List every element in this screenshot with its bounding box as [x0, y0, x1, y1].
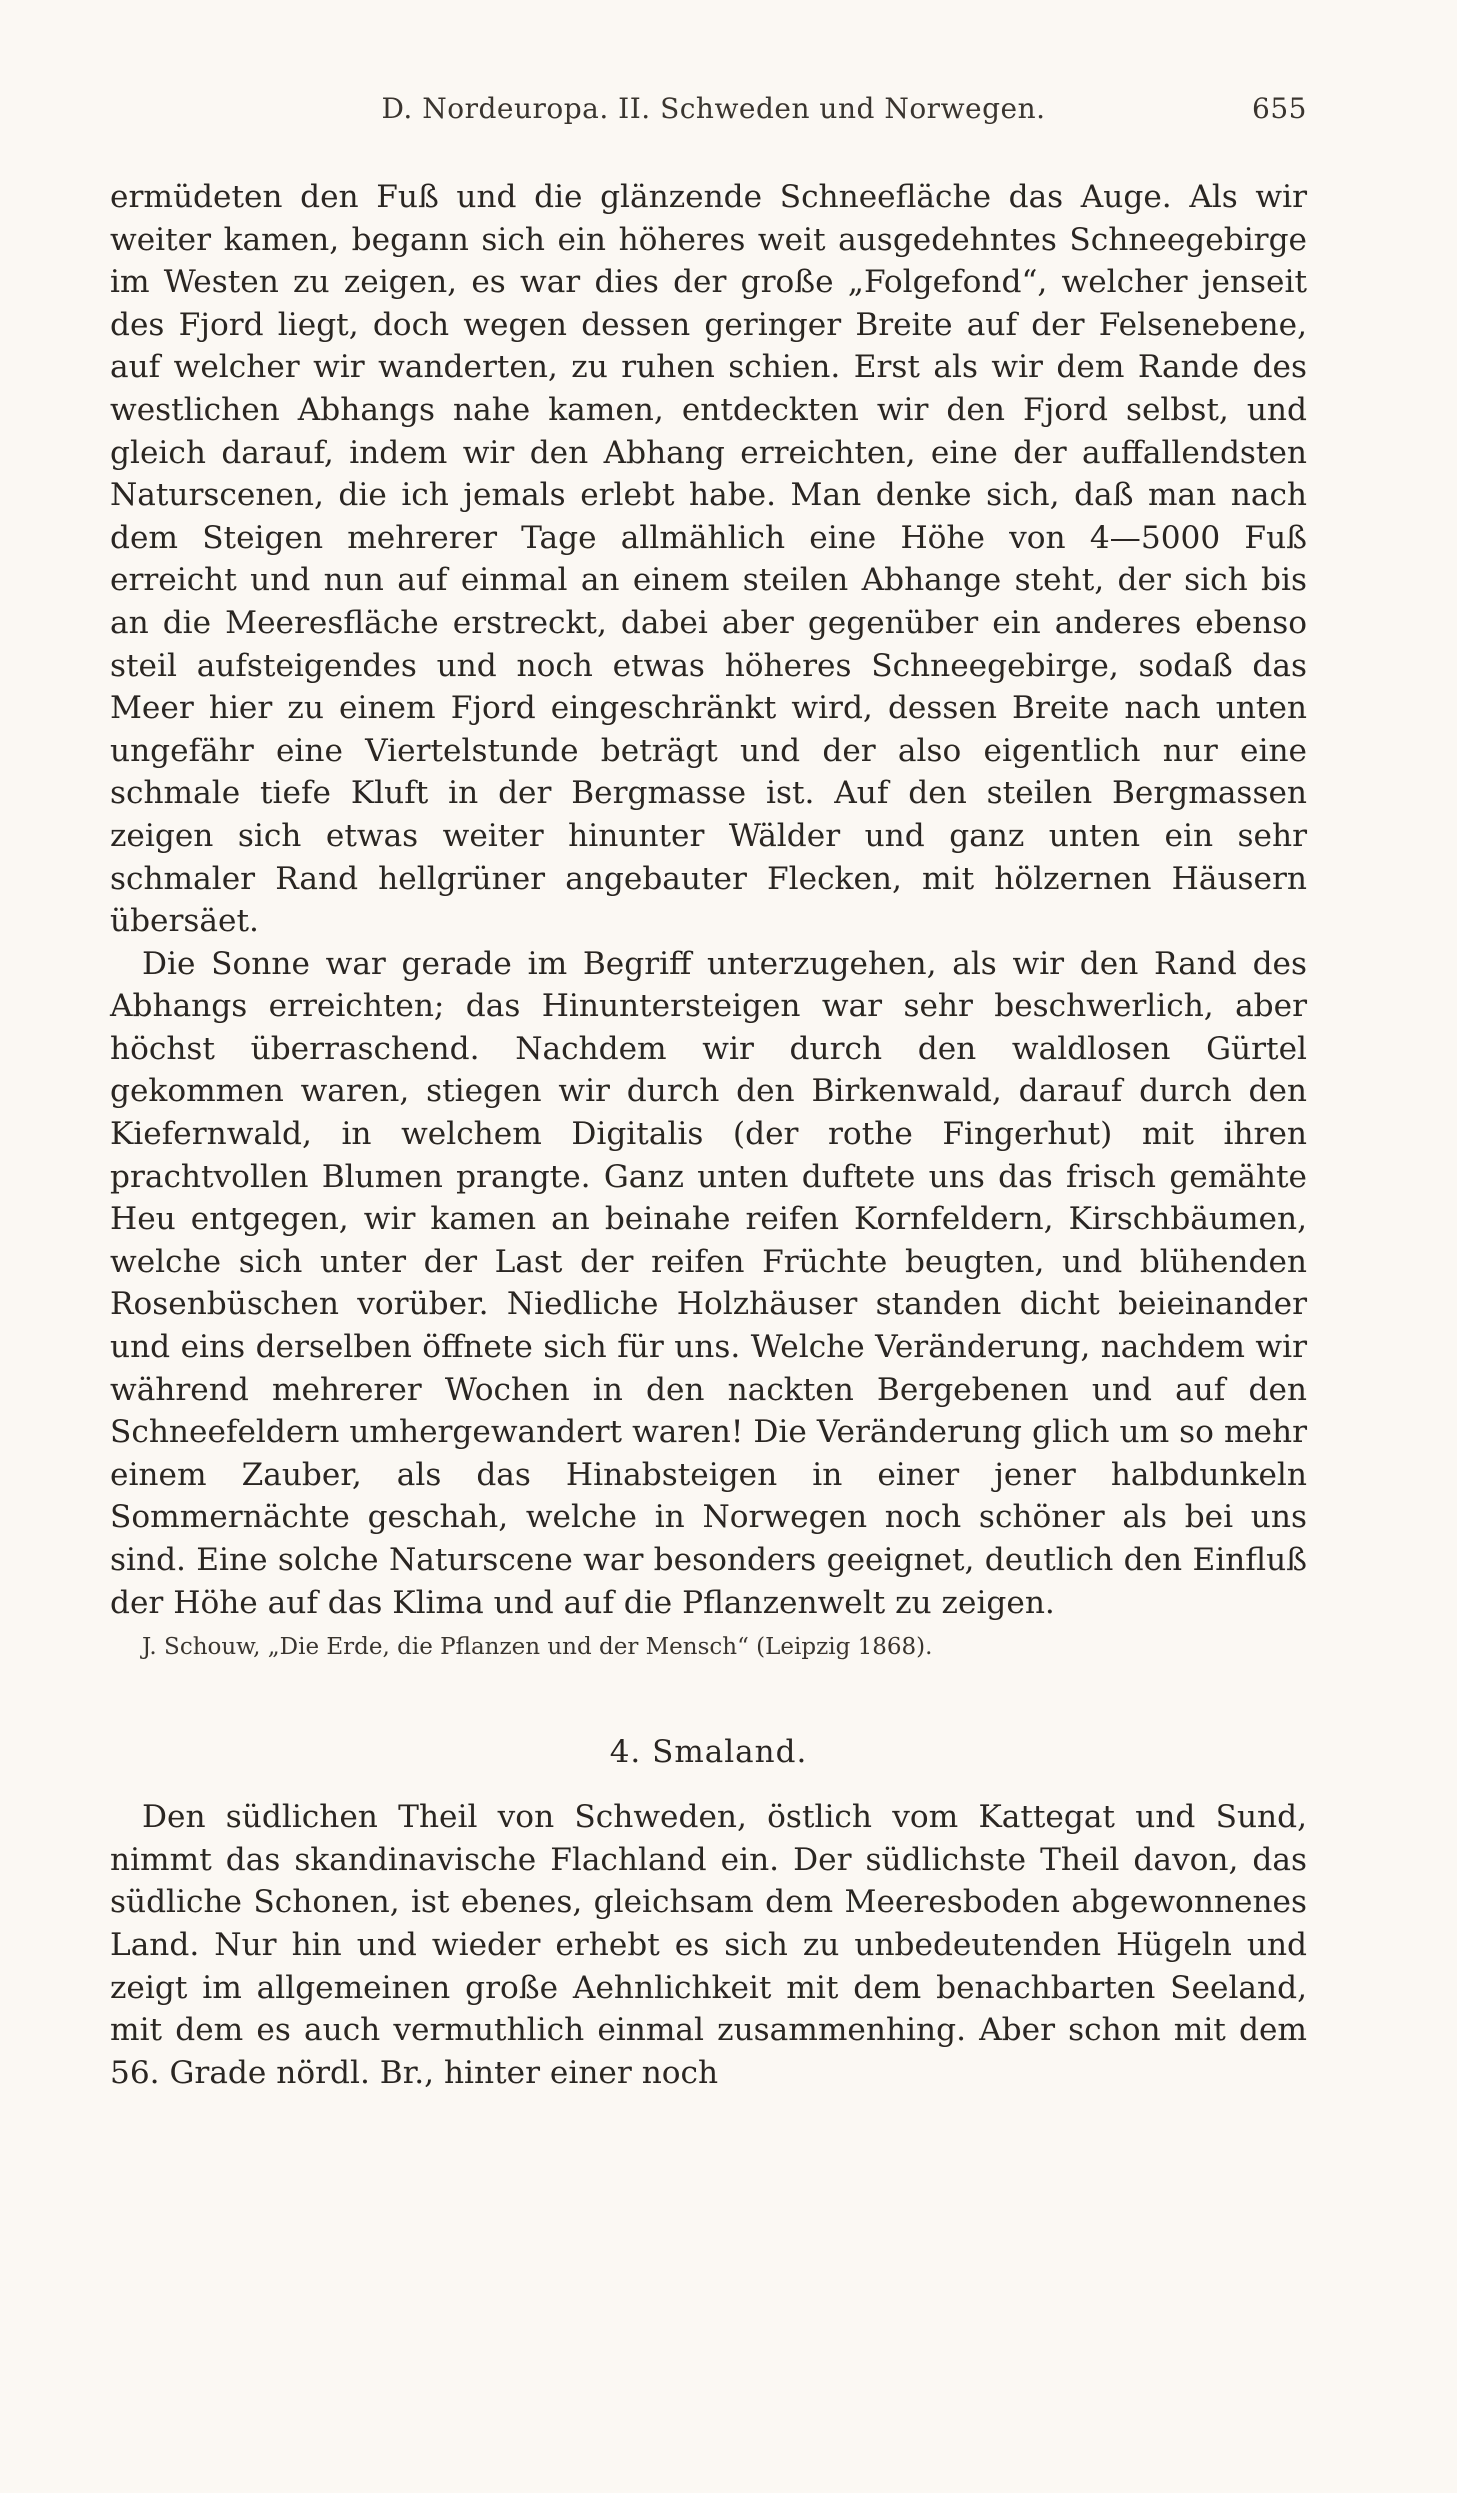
- section-body: [110, 1796, 1307, 2094]
- passage-body: [110, 176, 1307, 1624]
- section-paragraph: Den südlichen Theil von Schweden, östlich vom Kattegat und Sund, nimmt das skandinavische Flachland ein. Der südlichste Theil davon, das südliche Schonen, ist ebenes, gleichsam dem Meeresboden abgewonnenes Land. Nur hin und wieder erhebt es sich zu unbedeutenden Hügeln und zeigt im allgemeinen große Aehnlichkeit mit dem benachbarten Seeland, mit dem es auch vermuthlich einmal zusammenhing. Aber schon mit dem 56. Grade nördl. Br., hinter einer noch: [110, 1799, 1307, 2091]
- source-citation: J. Schouw, „Die Erde, die Pflanzen und der Mensch“ (Leipzig 1868).: [142, 1634, 933, 1661]
- page-number: 655: [1252, 92, 1307, 125]
- section-heading: 4. Smaland.: [609, 1734, 808, 1771]
- passage-paragraph: ermüdeten den Fuß und die glänzende Schneefläche das Auge. Als wir weiter kamen, begann sich ein höheres weit ausgedehntes Schneegebirge im Westen zu zeigen, es war dies der große „Folgefond“, welcher jenseit des Fjord liegt, doch wegen dessen geringer Breite auf der Felsenebene, auf welcher wir wanderten, zu ruhen schien. Erst als wir dem Rande des westlichen Abhangs nahe kamen, entdeckten wir den Fjord selbst, und gleich darauf, indem wir den Abhang erreichten, eine der auffallendsten Naturscenen, die ich jemals erlebt habe. Man denke sich, daß man nach dem Steigen mehrerer Tage allmählich eine Höhe von 4—5000 Fuß erreicht und nun auf einmal an einem steilen Abhange steht, der sich bis an die Meeresfläche erstreckt, dabei aber gegenüber ein anderes ebenso steil aufsteigendes und noch etwas höheres Schneegebirge, sodaß das Meer hier zu einem Fjord eingeschränkt wird, dessen Breite nach unten ungefähr eine Viertelstunde beträgt und der also eigentlich nur eine schmale tiefe Kluft in der Bergmasse ist. Auf den steilen Bergmassen zeigen sich etwas weiter hinunter Wälder und ganz unten ein sehr schmaler Rand hellgrüner angebauter Flecken, mit hölzernen Häusern übersäet.: [110, 179, 1307, 940]
- passage-paragraph: Die Sonne war gerade im Begriff unterzugehen, als wir den Rand des Abhangs erreichten; das Hinuntersteigen war sehr beschwerlich, aber höchst überraschend. Nachdem wir durch den waldlosen Gürtel gekommen waren, stiegen wir durch den Birkenwald, darauf durch den Kiefernwald, in welchem Digitalis (der rothe Fingerhut) mit ihren prachtvollen Blumen prangte. Ganz unten duftete uns das frisch gemähte Heu entgegen, wir kamen an beinahe reifen Kornfeldern, Kirschbäumen, welche sich unter der Last der reifen Früchte beugten, und blühenden Rosenbüschen vorüber. Niedliche Holzhäuser standen dicht beieinander und eins derselben öffnete sich für uns. Welche Veränderung, nachdem wir während mehrerer Wochen in den nackten Bergebenen und auf den Schneefeldern umhergewandert waren! Die Veränderung glich um so mehr einem Zauber, als das Hinabsteigen in einer jener halbdunkeln Sommernächte geschah, welche in Norwegen noch schöner als bei uns sind. Eine solche Naturscene war besonders geeignet, deutlich den Einfluß der Höhe auf das Klima und auf die Pflanzenwelt zu zeigen.: [110, 945, 1307, 1621]
- running-head: [110, 92, 1307, 142]
- running-title: D. Nordeuropa. II. Schweden und Norwegen.: [381, 92, 1046, 125]
